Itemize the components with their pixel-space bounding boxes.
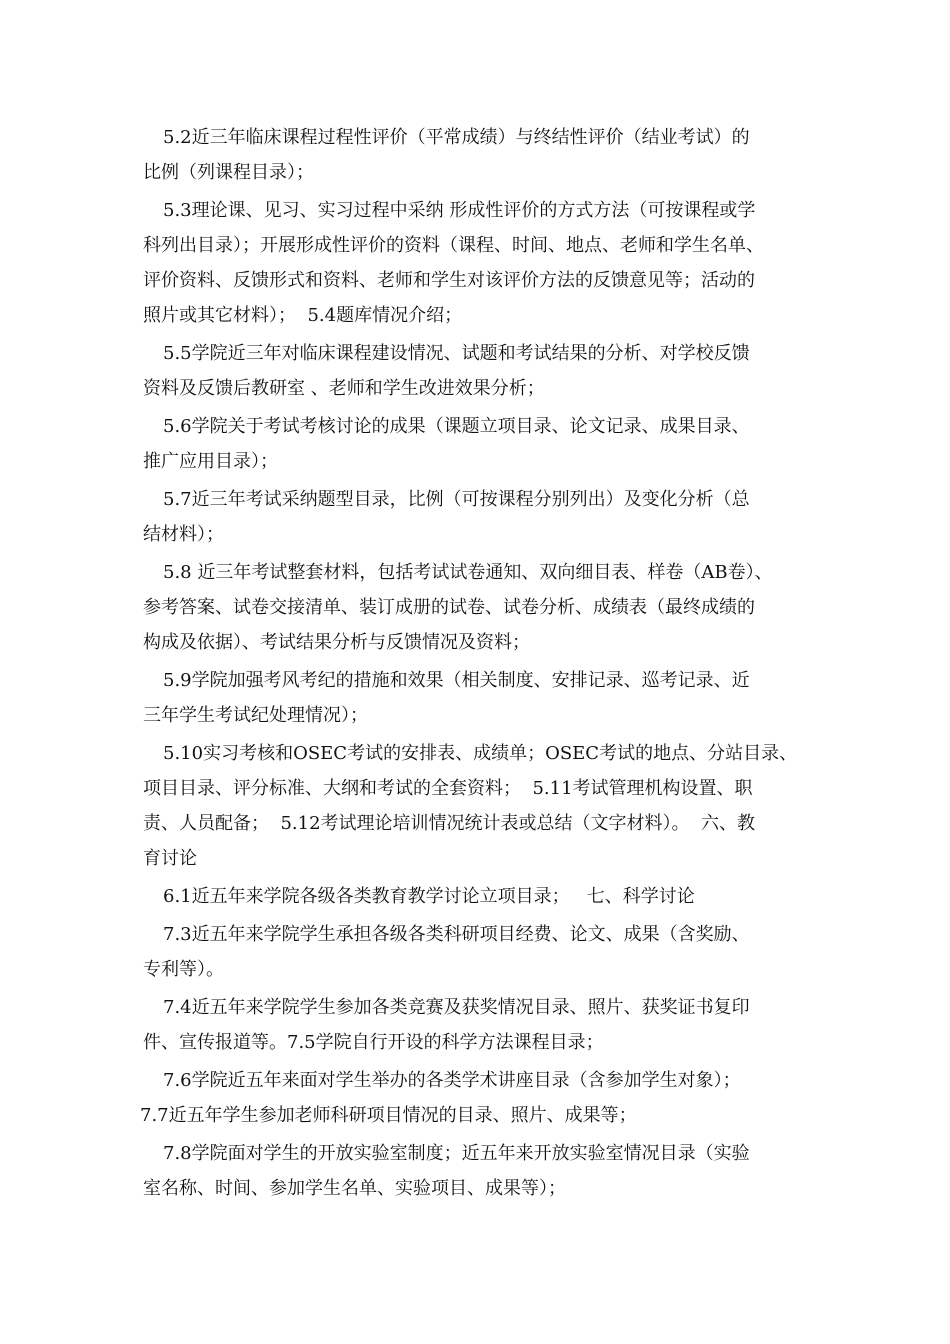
text-line: 责、人员配备； 5.12考试理论培训情况统计表或总结（文字材料）。 六、教 [143,813,755,834]
text-line: 件、宣传报道等。7.5学院自行开设的科学方法课程目录； [143,1032,604,1053]
text-line: 室名称、时间、参加学生名单、实验项目、成果等）； [143,1178,566,1199]
text-line: 5.7近三年考试采纳题型目录，比例（可按课程分别列出）及变化分析（总 [163,489,750,510]
text-line: 5.10实习考核和OSEC考试的安排表、成绩单；OSEC考试的地点、分站目录、 [163,743,798,764]
text-line: 照片或其它材料）； 5.4题库情况介绍； [143,305,463,326]
text-line: 科列出目录）；开展形成性评价的资料（课程、时间、地点、老师和学生名单、 [143,235,764,256]
text-line: 5.6学院关于考试考核讨论的成果（课题立项目录、论文记录、成果目录、 [163,416,750,437]
text-line: 项目目录、评分标准、大纲和考试的全套资料； 5.11考试管理机构设置、职 [143,778,753,799]
text-line: 推广应用目录）； [143,451,278,472]
text-line: 比例（列课程目录）； [143,162,314,183]
text-line: 5.8 近三年考试整套材料，包括考试试卷通知、双向细目表、样卷（AB卷）、 [163,562,773,583]
text-line: 7.6学院近五年来面对学生举办的各类学术讲座目录（含参加学生对象）； [163,1070,741,1091]
text-line: 5.3理论课、见习、实习过程中采纳 形成性评价的方式方法（可按课程或学 [163,200,756,221]
text-line: 7.7近五年学生参加老师科研项目情况的目录、照片、成果等； [140,1105,637,1126]
text-line: 参考答案、试卷交接清单、装订成册的试卷、试卷分析、成绩表（最终成绩的 [143,597,755,618]
text-line: 资料及反馈后教研室 、老师和学生改进效果分析； [143,378,545,399]
document-body [140,120,803,1206]
text-line: 结材料）； [143,524,224,545]
text-line: 5.9学院加强考风考纪的措施和效果（相关制度、安排记录、巡考记录、近 [163,670,750,691]
text-line: 7.4近五年来学院学生参加各类竞赛及获奖情况目录、照片、获奖证书复印 [163,997,750,1018]
text-line: 构成及依据）、考试结果分析与反馈情况及资料； [143,632,530,653]
text-line: 三年学生考试纪处理情况）； [143,705,368,726]
text-line: 育讨论 [143,848,197,869]
text-line: 6.1近五年来学院各级各类教育教学讨论立项目录； 七、科学讨论 [163,886,695,907]
text-line: 专利等）。 [143,959,224,980]
text-line: 5.2近三年临床课程过程性评价（平常成绩）与终结性评价（结业考试）的 [163,127,750,148]
text-line: 5.5学院近三年对临床课程建设情况、试题和考试结果的分析、对学校反馈 [163,343,750,364]
text-line: 7.8学院面对学生的开放实验室制度；近五年来开放实验室情况目录（实验 [163,1143,750,1164]
text-line: 评价资料、反馈形式和资料、老师和学生对该评价方法的反馈意见等；活动的 [143,270,755,291]
text-line: 7.3近五年来学院学生承担各级各类科研项目经费、论文、成果（含奖励、 [163,924,750,945]
